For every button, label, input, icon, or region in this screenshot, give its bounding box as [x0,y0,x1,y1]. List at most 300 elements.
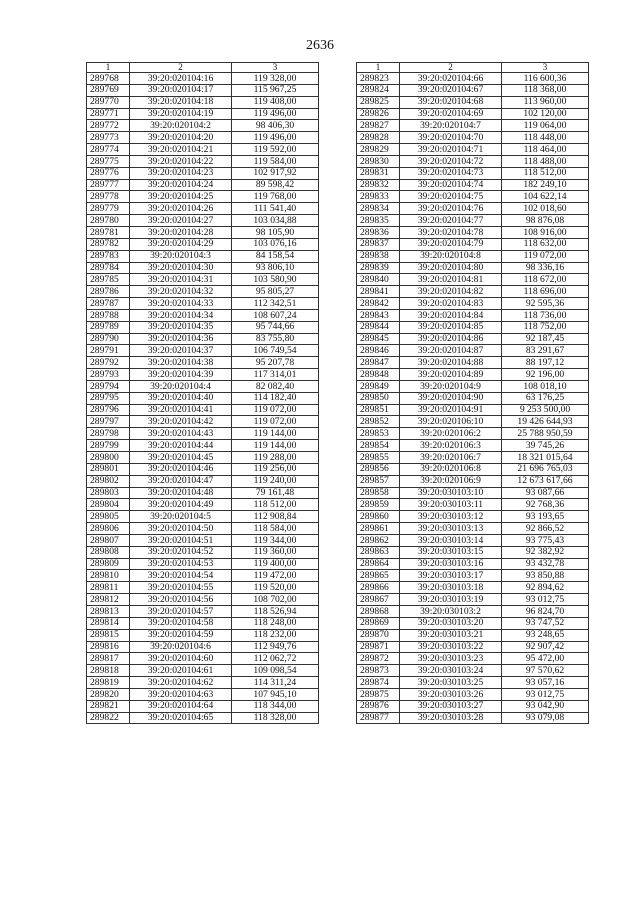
table-row [357,155,589,167]
cadastral-value: 119 408,00 [232,96,319,108]
cadastral-number: 39:20:020104:57 [130,605,232,617]
row-number: 289809 [87,558,130,570]
row-number: 289769 [87,84,130,96]
cadastral-value: 119 288,00 [232,452,319,464]
cadastral-value: 118 512,00 [232,499,319,511]
row-number: 289854 [357,440,400,452]
row-number: 289798 [87,428,130,440]
row-number: 289795 [87,392,130,404]
cadastral-value: 119 064,00 [502,120,589,132]
cadastral-number: 39:20:020104:82 [400,286,502,298]
row-number: 289858 [357,487,400,499]
cadastral-value: 111 541,40 [232,203,319,215]
cadastral-number: 39:20:020104:48 [130,487,232,499]
table-row [357,73,589,85]
cadastral-number: 39:20:020104:76 [400,203,502,215]
table-row [357,487,589,499]
cadastral-value: 106 749,54 [232,345,319,357]
table-row [87,712,319,724]
cadastral-value: 118 736,00 [502,309,589,321]
row-number: 289822 [87,712,130,724]
row-number: 289872 [357,653,400,665]
table-row [87,641,319,653]
cadastral-value: 95 207,78 [232,357,319,369]
row-number: 289845 [357,333,400,345]
row-number: 289811 [87,582,130,594]
cadastral-value: 118 488,00 [502,155,589,167]
cadastral-value: 112 908,84 [232,511,319,523]
table-row [87,570,319,582]
table-row [357,700,589,712]
table-row [357,120,589,132]
cadastral-number: 39:20:020104:8 [400,250,502,262]
cadastral-number: 39:20:020104:91 [400,404,502,416]
row-number: 289815 [87,629,130,641]
row-number: 289860 [357,511,400,523]
cadastral-value: 93 432,78 [502,558,589,570]
cadastral-value: 84 158,54 [232,250,319,262]
cadastral-value: 93 087,66 [502,487,589,499]
row-number: 289840 [357,274,400,286]
row-number: 289864 [357,558,400,570]
cadastral-number: 39:20:020104:18 [130,96,232,108]
cadastral-number: 39:20:020104:75 [400,191,502,203]
row-number: 289784 [87,262,130,274]
table-row [87,144,319,156]
cadastral-number: 39:20:020104:64 [130,700,232,712]
table-body-right [357,73,589,724]
cadastral-number: 39:20:020104:30 [130,262,232,274]
cadastral-value: 119 072,00 [232,404,319,416]
cadastral-value: 98 105,90 [232,226,319,238]
row-number: 289780 [87,215,130,227]
table-row [357,416,589,428]
table-row [87,629,319,641]
table-row [87,511,319,523]
cadastral-value: 116 600,36 [502,73,589,85]
table-row [357,463,589,475]
cadastral-number: 39:20:020104:26 [130,203,232,215]
table-row [87,665,319,677]
row-number: 289857 [357,475,400,487]
row-number: 289869 [357,617,400,629]
table-row [87,653,319,665]
table-row [357,345,589,357]
table-row [87,369,319,381]
cadastral-number: 39:20:030103:15 [400,546,502,558]
table-row [357,641,589,653]
cadastral-number: 39:20:020104:50 [130,523,232,535]
column-header-3: 3 [232,63,319,73]
cadastral-value: 88 197,12 [502,357,589,369]
table-row [357,333,589,345]
cadastral-value: 118 672,00 [502,274,589,286]
cadastral-number: 39:20:030103:22 [400,641,502,653]
cadastral-value: 95 744,66 [232,321,319,333]
table-row [357,369,589,381]
row-number: 289826 [357,108,400,120]
cadastral-value: 117 314,01 [232,369,319,381]
cadastral-number: 39:20:020104:44 [130,440,232,452]
cadastral-number: 39:20:020104:81 [400,274,502,286]
table-body-left [87,73,319,724]
cadastral-number: 39:20:030103:12 [400,511,502,523]
cadastral-number: 39:20:020104:25 [130,191,232,203]
table-row [357,665,589,677]
cadastral-number: 39:20:020104:70 [400,132,502,144]
table-row [357,653,589,665]
table-row [87,321,319,333]
cadastral-number: 39:20:020104:78 [400,226,502,238]
row-number: 289778 [87,191,130,203]
row-number: 289803 [87,487,130,499]
cadastral-value: 83 755,80 [232,333,319,345]
cadastral-value: 115 967,25 [232,84,319,96]
row-number: 289853 [357,428,400,440]
row-number: 289793 [87,369,130,381]
cadastral-value: 119 496,00 [232,132,319,144]
row-number: 289804 [87,499,130,511]
cadastral-value: 114 182,40 [232,392,319,404]
cadastral-value: 25 788 950,59 [502,428,589,440]
table-row [357,605,589,617]
column-header-3: 3 [502,63,589,73]
row-number: 289838 [357,250,400,262]
row-number: 289802 [87,475,130,487]
row-number: 289776 [87,167,130,179]
cadastral-number: 39:20:020106:8 [400,463,502,475]
cadastral-number: 39:20:030103:18 [400,582,502,594]
row-number: 289861 [357,523,400,535]
row-number: 289828 [357,132,400,144]
row-number: 289771 [87,108,130,120]
cadastral-value: 119 584,00 [232,155,319,167]
row-number: 289774 [87,144,130,156]
cadastral-value: 103 034,88 [232,215,319,227]
cadastral-value: 18 321 015,64 [502,452,589,464]
cadastral-number: 39:20:020104:74 [400,179,502,191]
table-row [87,605,319,617]
row-number: 289805 [87,511,130,523]
table-row [87,203,319,215]
cadastral-number: 39:20:020104:49 [130,499,232,511]
cadastral-number: 39:20:020104:36 [130,333,232,345]
table-row [87,617,319,629]
row-number: 289825 [357,96,400,108]
table-row [87,215,319,227]
row-number: 289787 [87,298,130,310]
cadastral-value: 92 382,92 [502,546,589,558]
row-number: 289867 [357,594,400,606]
table-row [357,250,589,262]
table-row [87,238,319,250]
row-number: 289847 [357,357,400,369]
cadastral-value: 119 144,00 [232,440,319,452]
table-row [87,404,319,416]
column-header-2: 2 [400,63,502,73]
table-row [87,120,319,132]
row-number: 289768 [87,73,130,85]
row-number: 289808 [87,546,130,558]
row-number: 289833 [357,191,400,203]
table-row [87,558,319,570]
cadastral-number: 39:20:030103:21 [400,629,502,641]
row-number: 289812 [87,594,130,606]
row-number: 289792 [87,357,130,369]
cadastral-number: 39:20:020104:87 [400,345,502,357]
cadastral-number: 39:20:020104:73 [400,167,502,179]
table-row [357,688,589,700]
table-row [87,428,319,440]
row-number: 289816 [87,641,130,653]
row-number: 289788 [87,309,130,321]
cadastral-value: 112 062,72 [232,653,319,665]
table-row [357,203,589,215]
table-row [357,96,589,108]
row-number: 289866 [357,582,400,594]
cadastral-number: 39:20:020104:35 [130,321,232,333]
cadastral-value: 12 673 617,66 [502,475,589,487]
table-row [357,534,589,546]
table-row [87,688,319,700]
cadastral-value: 82 082,40 [232,380,319,392]
table-row [357,191,589,203]
table-row [87,250,319,262]
table-row [357,523,589,535]
cadastral-number: 39:20:020104:47 [130,475,232,487]
row-number: 289875 [357,688,400,700]
registry-table-right [356,62,589,724]
cadastral-number: 39:20:020104:71 [400,144,502,156]
table-row [357,440,589,452]
table-row [87,96,319,108]
table-row [87,155,319,167]
cadastral-number: 39:20:020104:63 [130,688,232,700]
cadastral-number: 39:20:020104:5 [130,511,232,523]
cadastral-value: 98 336,16 [502,262,589,274]
cadastral-value: 107 945,10 [232,688,319,700]
cadastral-value: 118 632,00 [502,238,589,250]
cadastral-value: 109 098,54 [232,665,319,677]
cadastral-number: 39:20:020104:20 [130,132,232,144]
cadastral-value: 93 012,75 [502,594,589,606]
table-row [357,108,589,120]
row-number: 289870 [357,629,400,641]
table-row [357,167,589,179]
cadastral-number: 39:20:020104:33 [130,298,232,310]
cadastral-number: 39:20:020104:84 [400,309,502,321]
cadastral-number: 39:20:020104:4 [130,380,232,392]
cadastral-number: 39:20:020104:86 [400,333,502,345]
row-number: 289789 [87,321,130,333]
row-number: 289834 [357,203,400,215]
row-number: 289835 [357,215,400,227]
column-header-1: 1 [357,63,400,73]
cadastral-value: 9 253 500,00 [502,404,589,416]
cadastral-number: 39:20:020104:41 [130,404,232,416]
cadastral-value: 93 057,16 [502,677,589,689]
cadastral-value: 108 607,24 [232,309,319,321]
cadastral-number: 39:20:020104:52 [130,546,232,558]
row-number: 289814 [87,617,130,629]
table-row [87,380,319,392]
cadastral-number: 39:20:020104:29 [130,238,232,250]
registry-table-left [86,62,319,724]
cadastral-value: 95 805,27 [232,286,319,298]
cadastral-number: 39:20:020104:6 [130,641,232,653]
table-row [87,582,319,594]
row-number: 289836 [357,226,400,238]
cadastral-number: 39:20:020104:51 [130,534,232,546]
cadastral-number: 39:20:020104:3 [130,250,232,262]
cadastral-number: 39:20:020104:17 [130,84,232,96]
table-row [87,226,319,238]
cadastral-value: 102 120,00 [502,108,589,120]
cadastral-value: 118 248,00 [232,617,319,629]
cadastral-number: 39:20:030103:17 [400,570,502,582]
row-number: 289791 [87,345,130,357]
cadastral-value: 103 076,16 [232,238,319,250]
cadastral-number: 39:20:020104:65 [130,712,232,724]
row-number: 289829 [357,144,400,156]
cadastral-value: 119 472,00 [232,570,319,582]
cadastral-value: 108 702,00 [232,594,319,606]
table-row [87,274,319,286]
cadastral-number: 39:20:020104:89 [400,369,502,381]
table-row [87,167,319,179]
cadastral-value: 93 248,65 [502,629,589,641]
row-number: 289843 [357,309,400,321]
cadastral-value: 98 406,30 [232,120,319,132]
cadastral-value: 118 752,00 [502,321,589,333]
cadastral-number: 39:20:020104:88 [400,357,502,369]
row-number: 289852 [357,416,400,428]
table-row [357,452,589,464]
cadastral-number: 39:20:020104:21 [130,144,232,156]
cadastral-value: 119 072,00 [232,416,319,428]
cadastral-number: 39:20:020104:32 [130,286,232,298]
table-row [357,84,589,96]
row-number: 289773 [87,132,130,144]
cadastral-value: 92 196,00 [502,369,589,381]
cadastral-number: 39:20:020104:85 [400,321,502,333]
row-number: 289831 [357,167,400,179]
cadastral-value: 119 344,00 [232,534,319,546]
table-row [357,499,589,511]
cadastral-value: 118 464,00 [502,144,589,156]
row-number: 289849 [357,380,400,392]
table-row [87,132,319,144]
table-row [357,629,589,641]
row-number: 289782 [87,238,130,250]
row-number: 289876 [357,700,400,712]
cadastral-number: 39:20:020104:23 [130,167,232,179]
cadastral-number: 39:20:030103:27 [400,700,502,712]
cadastral-number: 39:20:020104:58 [130,617,232,629]
cadastral-number: 39:20:020104:61 [130,665,232,677]
row-number: 289799 [87,440,130,452]
row-number: 289777 [87,179,130,191]
cadastral-value: 93 193,65 [502,511,589,523]
cadastral-number: 39:20:020106:10 [400,416,502,428]
table-row [87,73,319,85]
table-row [357,309,589,321]
cadastral-value: 119 240,00 [232,475,319,487]
table-row [87,262,319,274]
row-number: 289871 [357,641,400,653]
table-row [87,463,319,475]
row-number: 289806 [87,523,130,535]
table-row [87,345,319,357]
cadastral-value: 119 592,00 [232,144,319,156]
row-number: 289786 [87,286,130,298]
cadastral-value: 79 161,48 [232,487,319,499]
row-number: 289817 [87,653,130,665]
table-row [87,594,319,606]
cadastral-number: 39:20:030103:13 [400,523,502,535]
cadastral-number: 39:20:020104:66 [400,73,502,85]
table-row [357,546,589,558]
cadastral-value: 92 866,52 [502,523,589,535]
row-number: 289797 [87,416,130,428]
cadastral-number: 39:20:030103:24 [400,665,502,677]
table-row [357,298,589,310]
table-row [357,380,589,392]
cadastral-value: 93 747,52 [502,617,589,629]
row-number: 289842 [357,298,400,310]
cadastral-number: 39:20:030103:11 [400,499,502,511]
row-number: 289810 [87,570,130,582]
cadastral-value: 118 368,00 [502,84,589,96]
row-number: 289832 [357,179,400,191]
table-header-row [87,63,319,73]
cadastral-value: 83 291,67 [502,345,589,357]
row-number: 289863 [357,546,400,558]
cadastral-number: 39:20:020104:28 [130,226,232,238]
cadastral-value: 112 342,51 [232,298,319,310]
row-number: 289846 [357,345,400,357]
table-row [357,677,589,689]
cadastral-value: 119 520,00 [232,582,319,594]
cadastral-value: 119 496,00 [232,108,319,120]
table-row [87,523,319,535]
table-row [87,108,319,120]
cadastral-value: 93 079,08 [502,712,589,724]
cadastral-number: 39:20:020104:83 [400,298,502,310]
row-number: 289770 [87,96,130,108]
cadastral-number: 39:20:020104:59 [130,629,232,641]
row-number: 289862 [357,534,400,546]
row-number: 289856 [357,463,400,475]
table-row [87,546,319,558]
cadastral-number: 39:20:020104:53 [130,558,232,570]
cadastral-number: 39:20:020104:27 [130,215,232,227]
table-row [357,226,589,238]
cadastral-value: 119 400,00 [232,558,319,570]
row-number: 289827 [357,120,400,132]
cadastral-number: 39:20:020104:67 [400,84,502,96]
cadastral-value: 93 042,90 [502,700,589,712]
cadastral-value: 108 018,10 [502,380,589,392]
cadastral-number: 39:20:030103:20 [400,617,502,629]
table-row [87,416,319,428]
table-row [87,475,319,487]
row-number: 289865 [357,570,400,582]
table-row [357,582,589,594]
cadastral-number: 39:20:020104:38 [130,357,232,369]
cadastral-value: 93 012,75 [502,688,589,700]
row-number: 289800 [87,452,130,464]
